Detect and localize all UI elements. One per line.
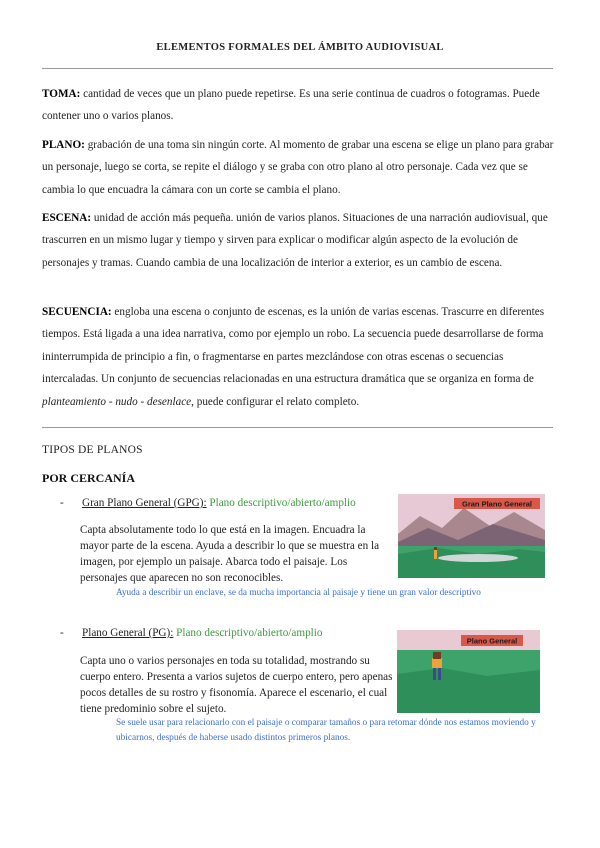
plan-type-name: Plano General (PG): xyxy=(82,627,174,639)
definition-secuencia-text: engloba una escena o conjunto de escenas, es la unión de varias escenas. Trascurre en diferentes tiempos. Está ligada a una idea narrativa, como por ejemplo un robo. La secuencia puede desarrollarse de forma ininterrumpida de principio a fin, o fragmentarse en partes mezclándose con otras escenas o secuencias intercaladas. Un conjunto de secuencias relacionadas en una estructura dramática que se organiza en forma de xyxy=(42,306,545,386)
definition-secuencia xyxy=(42,301,554,413)
section-divider xyxy=(42,427,553,428)
plan-type-gpg-heading xyxy=(60,497,356,509)
definition-escena xyxy=(42,207,554,274)
section-heading: TIPOS DE PLANOS xyxy=(42,444,143,456)
plano-general-image xyxy=(397,630,540,713)
character-illustration xyxy=(397,630,540,713)
plan-type-gpg-description: Capta absolutamente todo lo que está en la imagen. Encuadra la mayor parte de la escena. Ayuda a describir lo que se muestra en la imagen, por ejemplo un paisaje. Abarca todo el paisaje. Los personajes que aparecen no son reconocibles. xyxy=(80,524,380,584)
gran-plano-general-image xyxy=(398,494,545,578)
bullet-dash: - xyxy=(60,627,64,639)
title-divider xyxy=(42,68,553,69)
plan-type-qualifier: Plano descriptivo/abierto/amplio xyxy=(173,627,323,639)
plan-type-gpg-note: Ayuda a describir un enclave, se da mucha importancia al paisaje y tiene un gran valor descriptivo xyxy=(116,588,481,598)
definition-escena-text: unidad de acción más pequeña. unión de varios planos. Situaciones de una narración audiovisual, que trascurren en un mismo lugar y tiempo y sirven para explicar o modificar algún aspecto de la evolución de personajes y tramas. Cuando cambia de una localización de interior a exterior, es un cambio de escena. xyxy=(42,212,548,269)
term-secuencia: SECUENCIA: xyxy=(42,306,112,318)
document-title: ELEMENTOS FORMALES DEL ÁMBITO AUDIOVISUAL xyxy=(156,42,444,53)
term-toma: TOMA: xyxy=(42,88,81,100)
plan-type-pg-description: Capta uno o varios personajes en toda su totalidad, mostrando su cuerpo entero. Presenta a varios sujetos de cuerpo entero, pero apenas pocos detalles de su rostro y fisonomía. Aparece el escenario, el cual tiene predominio sobre el sujeto. xyxy=(80,655,393,715)
definition-toma-text: cantidad de veces que un plano puede repetirse. Es una serie continua de cuadros o fotogramas. Puede contener uno o varios planos. xyxy=(42,88,540,123)
landscape-illustration xyxy=(398,494,545,578)
plan-type-pg-heading xyxy=(60,627,322,639)
definition-secuencia-text-end: , puede configurar el relato completo. xyxy=(191,395,360,408)
definition-plano-text: grabación de una toma sin ningún corte. Al momento de grabar una escena se elige un plano para grabar un personaje, luego se corta, se repite el diálogo y se graba con otro plano al otro personaje. Cada vez que se cambia lo que encuadra la cámara con un corte se cambia el plano. xyxy=(42,139,554,196)
bullet-dash: - xyxy=(60,497,64,509)
definition-toma xyxy=(42,83,554,128)
subsection-heading: POR CERCANÍA xyxy=(42,471,135,485)
plan-type-qualifier: Plano descriptivo/abierto/amplio xyxy=(206,497,356,509)
plan-type-pg-note: Se suele usar para relacionarlo con el paisaje o comparar tamaños o para retomar dónde nos estamos moviendo y ubicarnos, después de haberse usado distintos primeros planos. xyxy=(116,718,536,743)
term-escena: ESCENA: xyxy=(42,212,92,224)
definition-secuencia-italic: planteamiento - nudo - desenlace xyxy=(42,395,192,408)
image-label-text: Gran Plano General xyxy=(461,499,533,509)
image-label-text: Plano General xyxy=(466,636,518,646)
term-plano: PLANO: xyxy=(42,139,85,151)
definition-plano xyxy=(42,134,554,201)
plan-type-name: Gran Plano General (GPG): xyxy=(82,497,207,509)
